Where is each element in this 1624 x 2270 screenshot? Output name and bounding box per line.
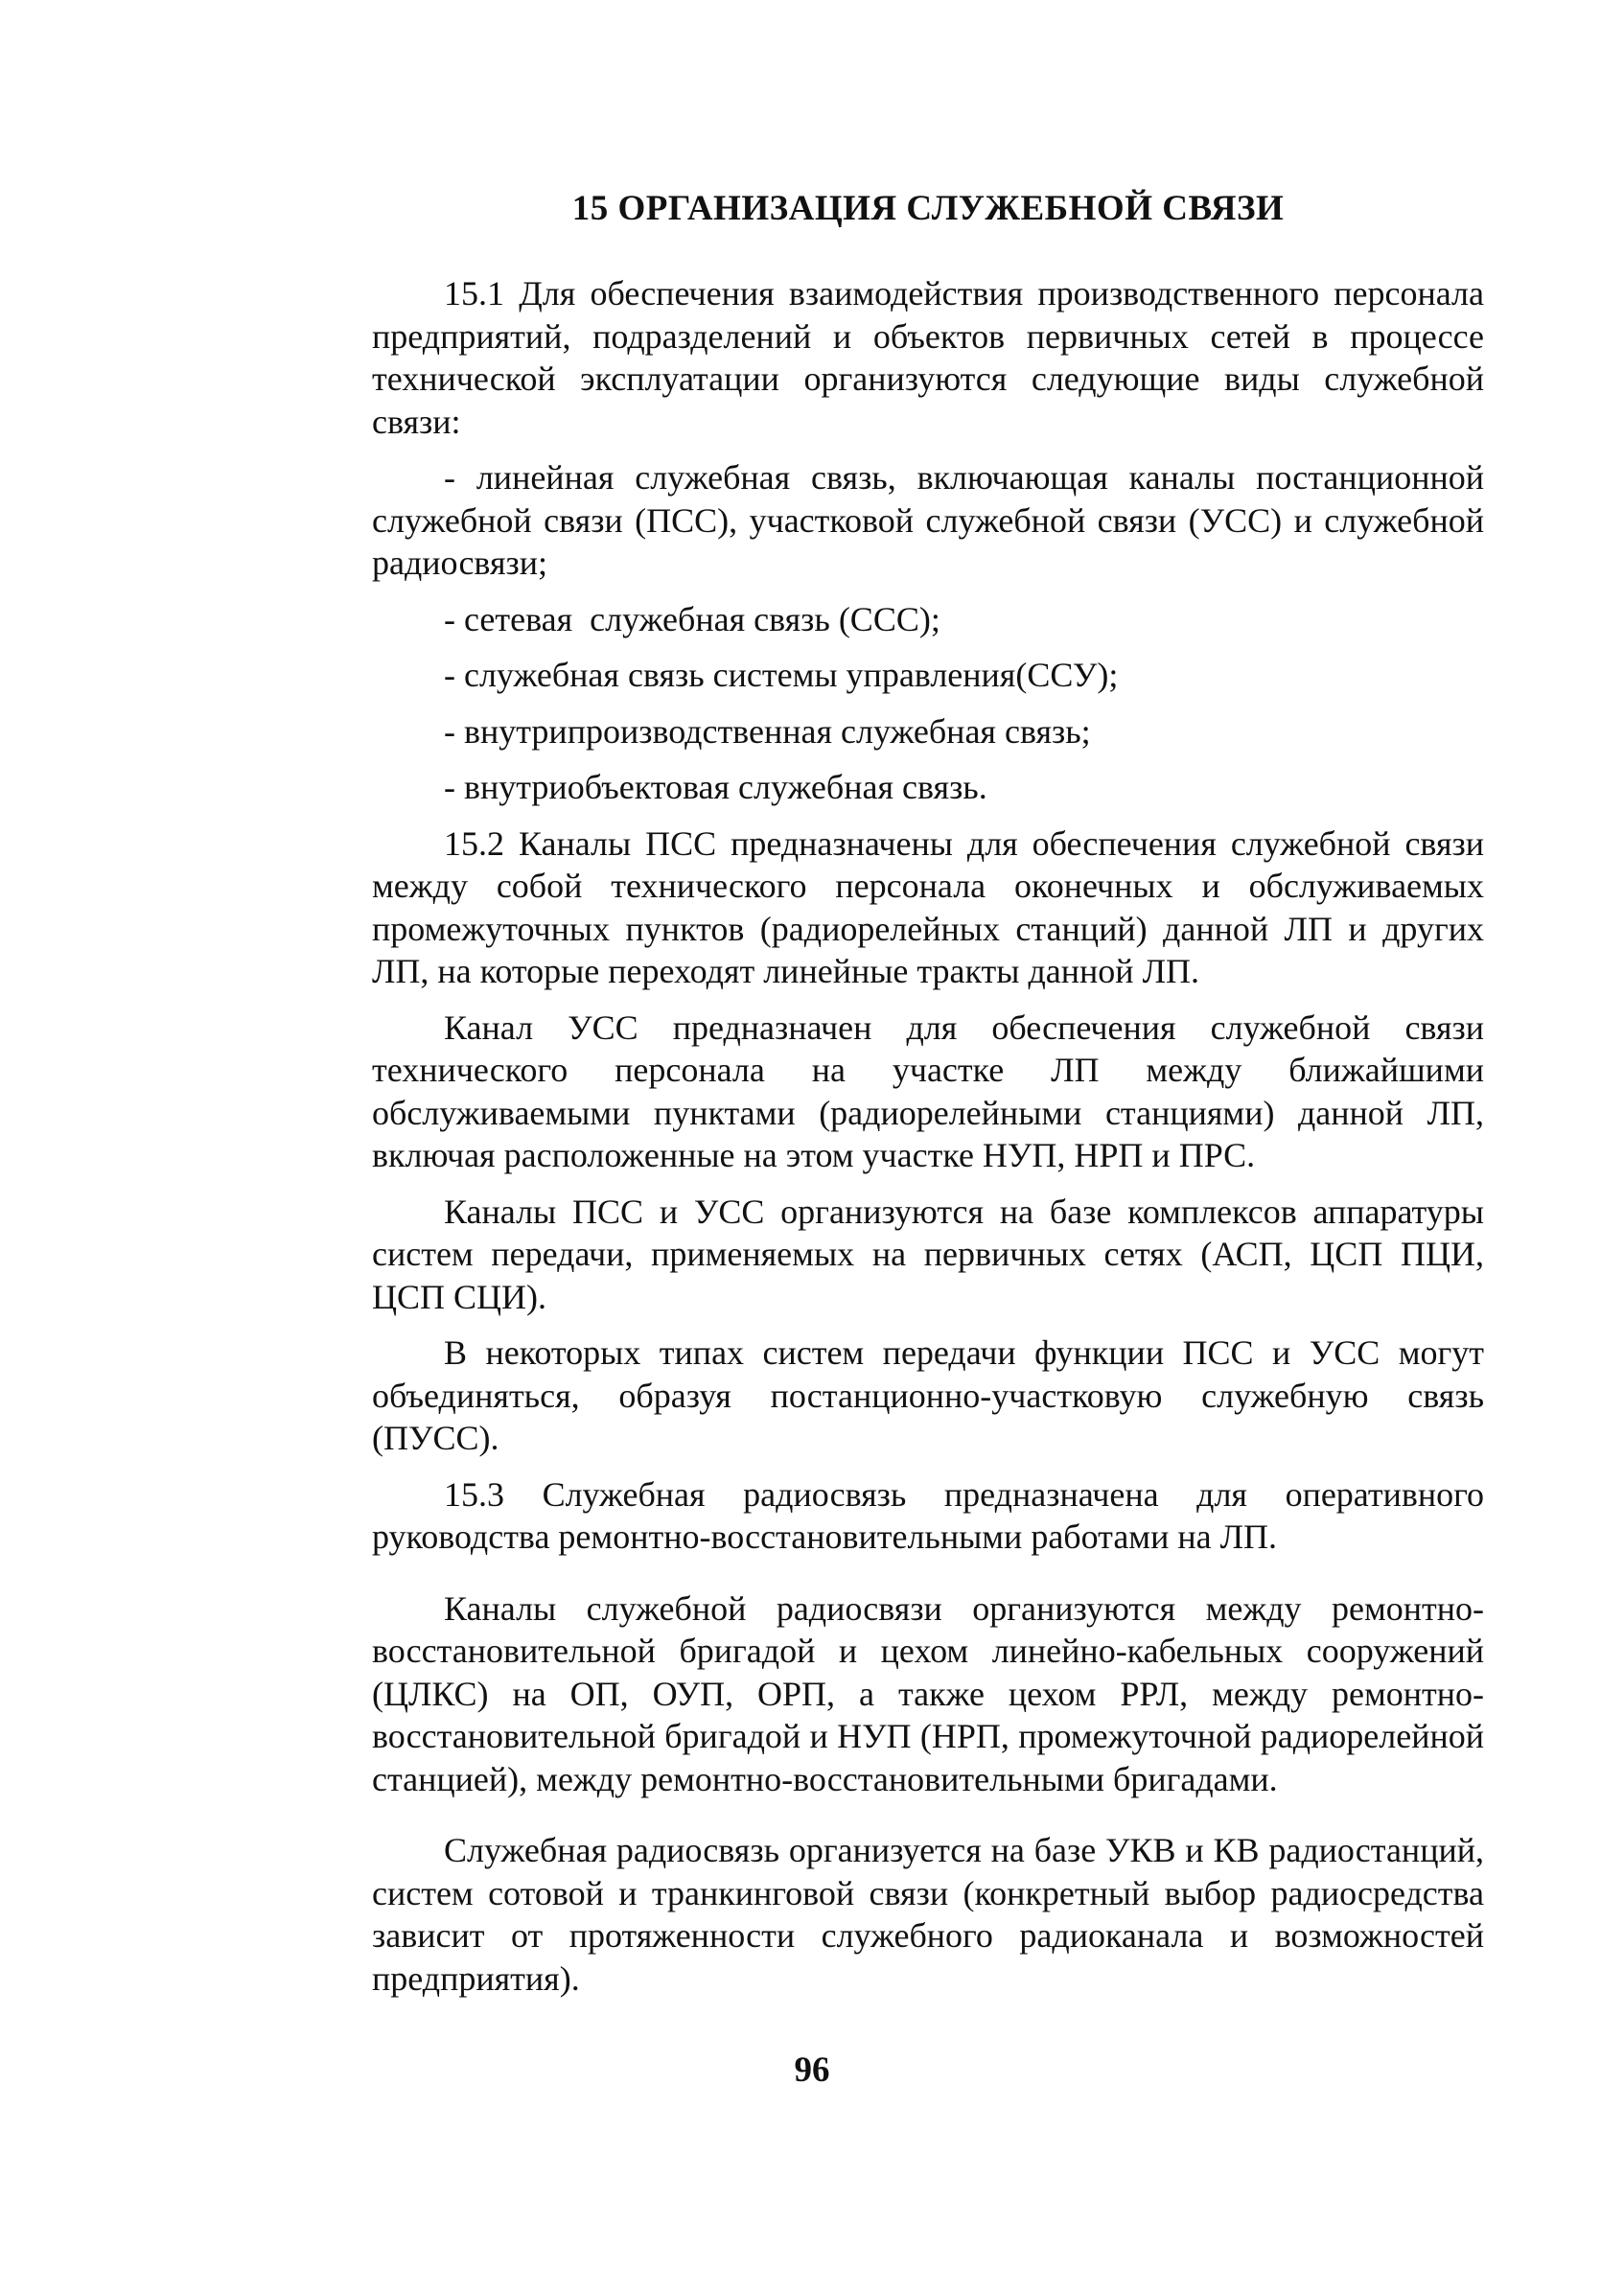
paragraph-pss-uss-base: Каналы ПСС и УСС организуются на базе комплексов аппаратуры систем передачи, применяемых на первичных сетях (АСП, ЦСП ПЦИ, ЦСП СЦИ). [372, 1192, 1484, 1316]
paragraph-15-2: 15.2 Каналы ПСС предназначены для обеспечения служебной связи между собой технического персонала оконечных и обслуживаемых промежуточных пунктов (радиорелейных станций) данной ЛП и других ЛП, на которые переходят линейные тракты данной ЛП. [372, 823, 1484, 990]
paragraph-puss: В некоторых типах систем передачи функции ПСС и УСС могут объединяться, образуя постанционно-участковую служебную связь (ПУСС). [372, 1333, 1484, 1457]
paragraph-15-1: 15.1 Для обеспечения взаимодействия производственного персонала предприятий, подразделений и объектов первичных сетей в процессе технической эксплуатации организуются следующие виды служебной связи: [372, 274, 1484, 441]
paragraph-radio-base: Служебная радиосвязь организуется на базе УКВ и КВ радиостанций, систем сотовой и транкинговой связи (конкретный выбор радиосредства зависит от протяженности служебного радиоканала и возможностей предприятия). [372, 1831, 1484, 1998]
paragraph-15-3: 15.3 Служебная радиосвязь предназначена для оперативного руководства ремонтно-восстановительными работами на ЛП. [372, 1474, 1484, 1556]
page-number: 96 [794, 2050, 830, 2090]
list-item-management: - служебная связь системы управления(ССУ); [444, 656, 1119, 694]
list-item-linear: - линейная служебная связь, включающая каналы постанционной служебной связи (ПСС), участковой служебной связи (УСС) и служебной радиосвязи; [372, 458, 1484, 582]
list-item-network: - сетевая служебная связь (ССС); [444, 599, 940, 638]
paragraph-radio-channels: Каналы служебной радиосвязи организуются между ремонтно-восстановительной бригадой и цехом линейно-кабельных сооружений (ЦЛКС) на ОП, ОУП, ОРП, а также цехом РРЛ, между ремонтно-восстановительной бригадой и НУП (НРП, промежуточной радиорелейной станцией), между ремонтно-восстановительными бригадами. [372, 1588, 1484, 1798]
list-item-internal-production: - внутрипроизводственная служебная связь; [444, 711, 1091, 751]
section-body [372, 272, 1484, 2000]
section-title: 15 ОРГАНИЗАЦИЯ СЛУЖЕБНОЙ СВЯЗИ [571, 189, 1285, 228]
paragraph-uss-channel: Канал УСС предназначен для обеспечения служебной связи технического персонала на участке ЛП между ближайшими обслуживаемыми пунктами (радиорелейными станциями) данной ЛП, включая расположенные на этом участке НУП, НРП и ПРС. [372, 1008, 1484, 1174]
list-item-internal-object: - внутриобъектовая служебная связь. [444, 768, 987, 806]
